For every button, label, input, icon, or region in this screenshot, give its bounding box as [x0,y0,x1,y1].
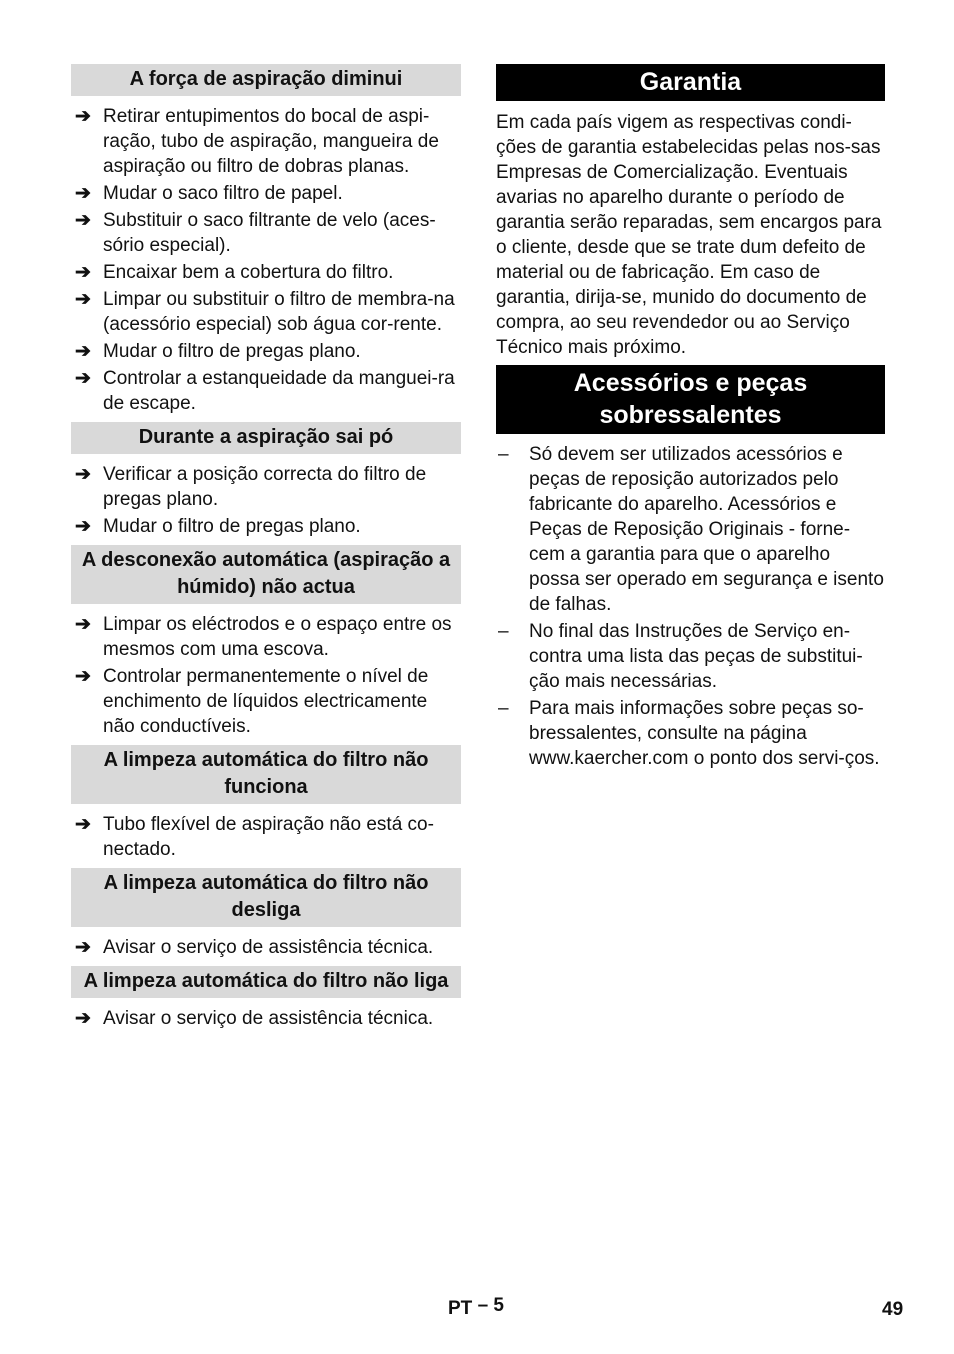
list-item: ➔ Tubo flexível de aspiração não está co-nectado. [75,814,434,860]
list-item: – Para mais informações sobre peças so-bressalentes, consulte na página www.kaercher.com o ponto dos servi-ços. [498,698,880,769]
list-item: ➔ Limpar ou substituir o filtro de membra-na (acessório especial) sob água cor-rente. [75,289,455,335]
section-heading: Durante a aspiração sai pó [71,422,461,454]
dash-icon: – [498,621,509,642]
section-heading: A limpeza automática do filtro não desliga [71,868,461,927]
section-suction-power [71,64,461,416]
warranty-text: Em cada país vigem as respectivas condi-ções de garantia estabelecidas pelas nos-sas Empresas de Comercialização. Eventuais avarias no aparelho durante o período de garantia serão reparadas, sem encargos para o cliente, desde que se trate dum defeito de material ou de fabricação. Em caso de garantia, dirija-se, munido do documento de compra, ao seu revendedor ou ao Serviço Técnico mais próximo. [496,112,882,358]
arrow-icon: ➔ [75,614,91,635]
instruction-list [71,812,461,862]
arrow-icon: ➔ [75,937,91,958]
list-item: ➔ Verificar a posição correcta do filtro de pregas plano. [75,464,427,510]
arrow-icon: ➔ [75,368,91,389]
section-heading: A limpeza automática do filtro não funciona [71,745,461,804]
right-column [496,64,885,773]
arrow-icon: ➔ [75,516,91,537]
page-number: 49 [882,1299,904,1320]
section-filter-cleaning-not-working [71,745,461,862]
instruction-list [71,104,461,416]
section-heading: A limpeza automática do filtro não liga [71,966,461,998]
warranty-heading: Garantia [496,64,885,101]
arrow-icon: ➔ [75,210,91,231]
dash-icon: – [498,444,509,465]
section-auto-shutoff [71,545,461,739]
list-item: ➔ Limpar os eléctrodos e o espaço entre os mesmos com uma escova. [75,614,452,660]
accessories-list [496,442,885,771]
arrow-icon: ➔ [75,289,91,310]
list-item: ➔ Retirar entupimentos do bocal de aspi-ração, tubo de aspiração, mangueira de aspiração ou filtro de dobras planas. [75,106,439,177]
section-filter-cleaning-not-off [71,868,461,960]
arrow-icon: ➔ [75,1008,91,1029]
instruction-list [71,462,461,539]
arrow-icon: ➔ [75,814,91,835]
list-item: ➔ Mudar o filtro de pregas plano. [75,341,361,362]
section-heading: A desconexão automática (aspiração a húmido) não actua [71,545,461,604]
arrow-icon: ➔ [75,341,91,362]
section-heading: A força de aspiração diminui [71,64,461,96]
list-item: ➔ Substituir o saco filtrante de velo (aces-sório especial). [75,210,436,256]
left-column [71,64,461,1037]
arrow-icon: ➔ [75,106,91,127]
section-dust-escapes [71,422,461,539]
dash-icon: – [498,698,509,719]
list-item: – No final das Instruções de Serviço en-contra uma lista das peças de substitui-ção mais necessárias. [498,621,863,692]
list-item: – Só devem ser utilizados acessórios e peças de reposição autorizados pelo fabricante do aparelho. Acessórios e Peças de Reposição Originais - forne-cem a garantia para que o aparelho possa ser operado em segurança e isento de falhas. [498,444,884,615]
instruction-list [71,935,461,960]
accessories-heading: Acessórios e peças sobressalentes [496,365,885,434]
instruction-list [71,612,461,739]
arrow-icon: ➔ [75,183,91,204]
section-accessories [496,365,885,771]
footer-section-label: PT – 5 [448,1295,504,1319]
section-filter-cleaning-not-on [71,966,461,1031]
list-item: ➔ Mudar o saco filtro de papel. [75,183,343,204]
list-item: ➔ Avisar o serviço de assistência técnica. [75,1008,434,1029]
section-warranty [496,64,885,360]
list-item: ➔ Encaixar bem a cobertura do filtro. [75,262,394,283]
list-item: ➔ Controlar a estanqueidade da manguei-ra de escape. [75,368,455,414]
list-item: ➔ Mudar o filtro de pregas plano. [75,516,361,537]
instruction-list [71,1006,461,1031]
list-item: ➔ Avisar o serviço de assistência técnica. [75,937,434,958]
arrow-icon: ➔ [75,464,91,485]
arrow-icon: ➔ [75,666,91,687]
list-item: ➔ Controlar permanentemente o nível de enchimento de líquidos electricamente não conductíveis. [75,666,429,737]
arrow-icon: ➔ [75,262,91,283]
